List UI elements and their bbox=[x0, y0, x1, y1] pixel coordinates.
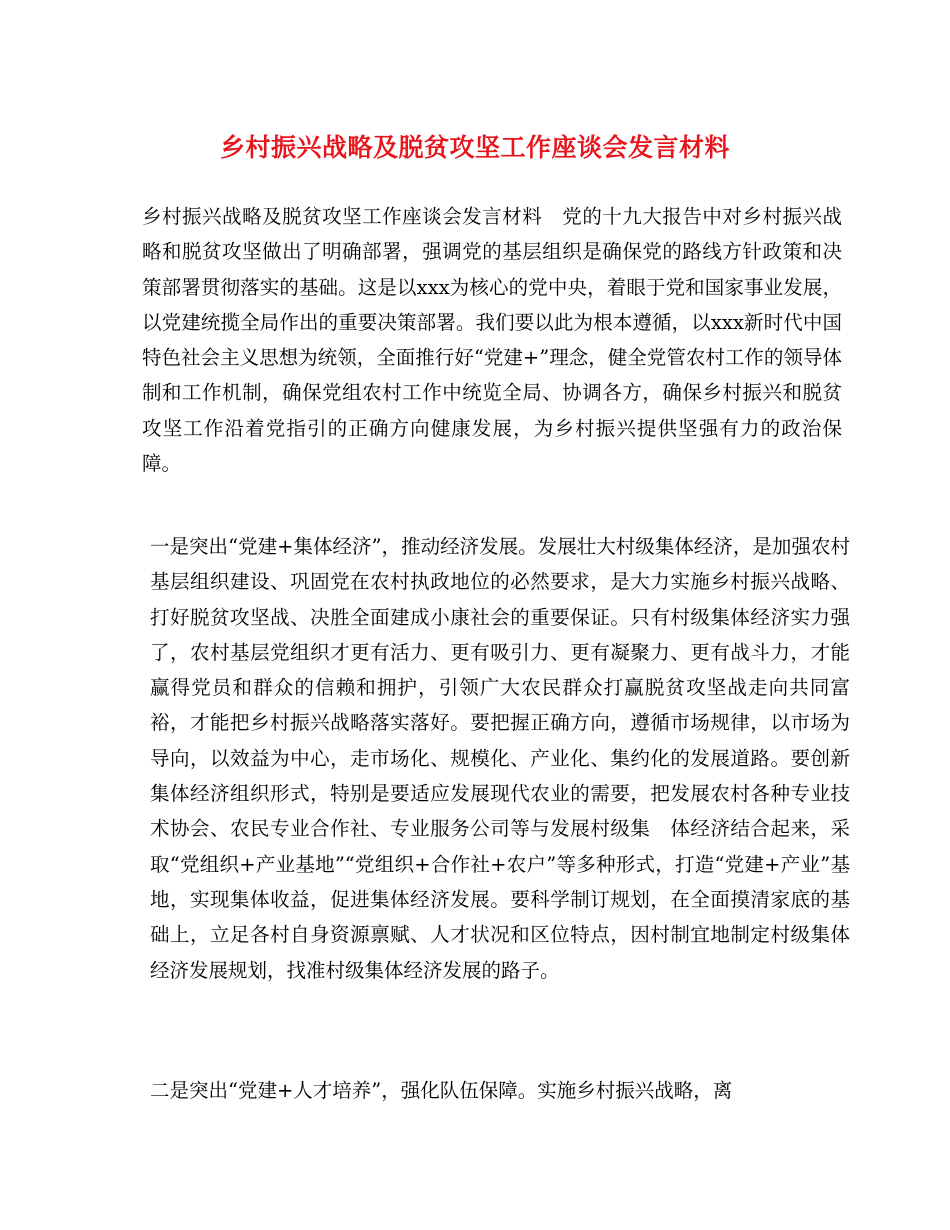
paragraph-talent-training: 二是突出“党建+人才培养”，强化队伍保障。实施乡村振兴战略，离 bbox=[150, 1079, 733, 1102]
paragraph-collective-economy: 一是突出“党建+集体经济”，推动经济发展。发展壮大村级集体经济，是加强农村基层组织建设、巩固党在农村执政地位的必然要求，是大力实施乡村振兴战略、打好脱贫攻坚战、决胜全面建成小康社会的重要保证。只有村级集体经济实力强了，农村基层党组织才更有活力、更有吸引力、更有凝聚力、更有战斗力，才能赢得党员和群众的信赖和拥护，引领广大农民群众打赢脱贫攻坚战走向共同富裕，才能把乡村振兴战略落实落好。要把握正确方向，遵循市场规律，以市场为导向，以效益为中心，走市场化、规模化、产业化、集约化的发展道路。要创新集体经济组织形式，特别是要适应发展现代农业的需要，把发展农村各种专业技术协会、农民专业合作社、专业服务公司等与发展村级集 体经济结合起来，采取“党组织+产业基地”“党组织+合作社+农户”等多种形式，打造“党建+产业”基地，实现集体收益，促进集体经济发展。要科学制订规划，在全面摸清家底的基础上，立足各村自身资源禀赋、人才状况和区位特点，因村制宜地制定村级集体经济发展规划，找准村级集体经济发展的路子。 bbox=[150, 535, 850, 982]
document-title: 乡村振兴战略及脱贫攻坚工作座谈会发言材料 bbox=[219, 133, 730, 162]
paragraph-intro: 乡村振兴战略及脱贫攻坚工作座谈会发言材料 党的十九大报告中对乡村振兴战略和脱贫攻坚做出了明确部署，强调党的基层组织是确保党的路线方针政策和决策部署贯彻落实的基础。这是以xxx为核心的党中央，着眼于党和国家事业发展，以党建统揽全局作出的重要决策部署。我们要以此为根本遵循，以xxx新时代中国特色社会主义思想为统领，全面推行好“党建+”理念，健全党管农村工作的领导体制和工作机制，确保党组农村工作中统览全局、协调各方，确保乡村振兴和脱贫攻坚工作沿着党指引的正确方向健康发展，为乡村振兴提供坚强有力的政治保障。 bbox=[142, 205, 842, 476]
